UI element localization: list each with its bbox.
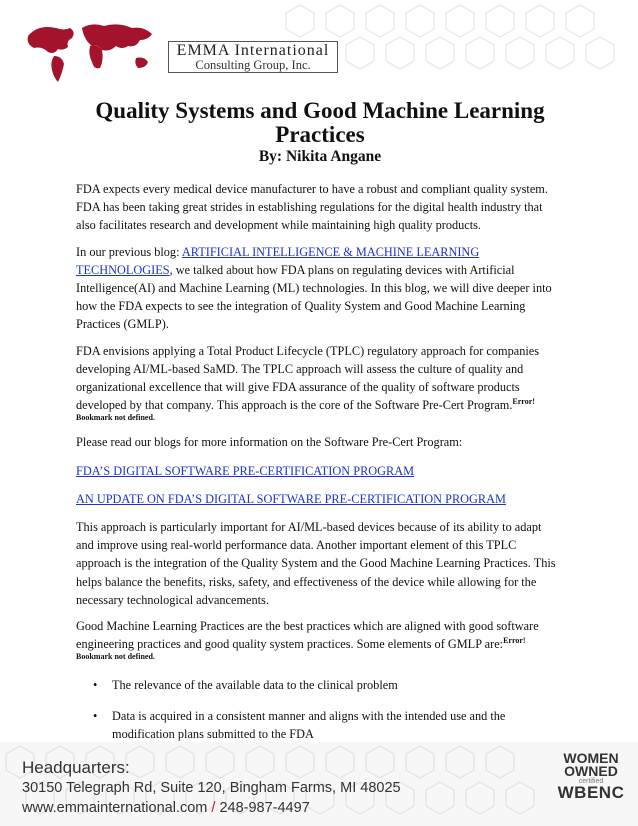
- list-item-text: The relevance of the available data to the clinical problem: [112, 678, 398, 693]
- paragraph-suffix: , we talked about how FDA plans on regulating devices with Artificial Intelligence(AI) and Machine Learning (ML) technologies. In this blog, we will dive deeper into how the FDA expects to see the integration of Quality System and Good Machine Learning Practices (GMLP).: [76, 262, 552, 332]
- paragraph-previous-blog: [76, 243, 558, 334]
- ai-ml-blog-link[interactable]: ARTIFICIAL INTELLIGENCE & MACHINE LEARNING TECHNOLOGIES: [76, 244, 480, 277]
- wbenc-badge: [555, 752, 627, 801]
- headquarters-label: Headquarters:: [22, 758, 130, 777]
- bullet-icon: •: [93, 708, 98, 723]
- footer-contact-line: [22, 798, 401, 818]
- badge-women: WOMEN: [563, 750, 619, 766]
- article-body: [76, 180, 558, 755]
- list-item: [76, 676, 558, 694]
- page-title: Quality Systems and Good Machine Learning Practices: [95, 98, 545, 147]
- footer-phone: 248-987-4497: [219, 800, 310, 816]
- link-row-1: [76, 462, 558, 480]
- badge-owned: OWNED: [564, 763, 618, 779]
- footer-website[interactable]: www.emmainternational.com: [22, 800, 208, 816]
- footer-address: 30150 Telegraph Rd, Suite 120, Bingham Farms, MI 48025: [22, 780, 401, 796]
- error-bookmark-note: Bookmark not defined.: [76, 413, 155, 423]
- footer-separator: /: [207, 800, 220, 816]
- paragraph-intro: FDA expects every medical device manufacturer to have a robust and compliant quality system. FDA has been taking great strides in establishing regulations for the digital health industry that also facilitates research and development while maintaining high quality products.: [76, 182, 548, 233]
- paragraph-tplc: [76, 342, 558, 424]
- list-item-text: Data is acquired in a consistent manner and aligns with the intended use and the modification plans submitted to the FDA: [112, 708, 506, 741]
- error-superscript: Error!: [503, 636, 526, 646]
- badge-certified: certified: [578, 778, 604, 785]
- paragraph-prefix: In our previous blog:: [76, 244, 182, 259]
- paragraph-text: Good Machine Learning Practices are the best practices which are aligned with good software engineering practices and good quality system practices. Some elements of GMLP are:: [76, 619, 539, 652]
- paragraph-text: FDA envisions applying a Total Product Lifecycle (TPLC) regulatory approach for companies developing AI/ML-based SaMD. The TPLC approach will assess the culture of quality and organizational excellence that will give FDA assurance of the quality of software products developed by that company. This approach is the core of the Software Pre-Cert Program.: [76, 343, 540, 413]
- pre-cert-update-link[interactable]: AN UPDATE ON FDA’S DIGITAL SOFTWARE PRE-CERTIFICATION PROGRAM: [76, 491, 506, 506]
- logo: [168, 41, 338, 73]
- badge-org: WBENC: [557, 783, 625, 802]
- logo-subtitle: Consulting Group, Inc.: [195, 58, 311, 72]
- logo-name: EMMA International: [176, 42, 330, 59]
- logo-map-icon: [24, 18, 184, 86]
- error-superscript: Error!: [512, 397, 535, 407]
- list-item: [76, 707, 558, 743]
- gmlp-elements-list: [76, 676, 558, 743]
- error-bookmark-note: Bookmark not defined.: [76, 652, 155, 662]
- link-row-2: [76, 490, 558, 508]
- byline: By: Nikita Angane: [258, 148, 382, 165]
- paragraph-real-world: This approach is particularly important for AI/ML-based devices because of its ability to adapt and improve using real-world performance data. Another important element of this TPLC approach is the integration of the Quality System and the Good Machine Learning Practices. This helps balance the benefits, risks, safety, and effectiveness of the device while allowing for the necessary technological advancements.: [76, 520, 556, 607]
- paragraph-gmlp: [76, 617, 558, 662]
- bullet-icon: •: [93, 678, 98, 693]
- footer-contact: [22, 758, 401, 818]
- pre-cert-program-link[interactable]: FDA’S DIGITAL SOFTWARE PRE-CERTIFICATION PROGRAM: [76, 463, 415, 478]
- paragraph-read-blogs: Please read our blogs for more information on the Software Pre-Cert Program:: [76, 435, 463, 450]
